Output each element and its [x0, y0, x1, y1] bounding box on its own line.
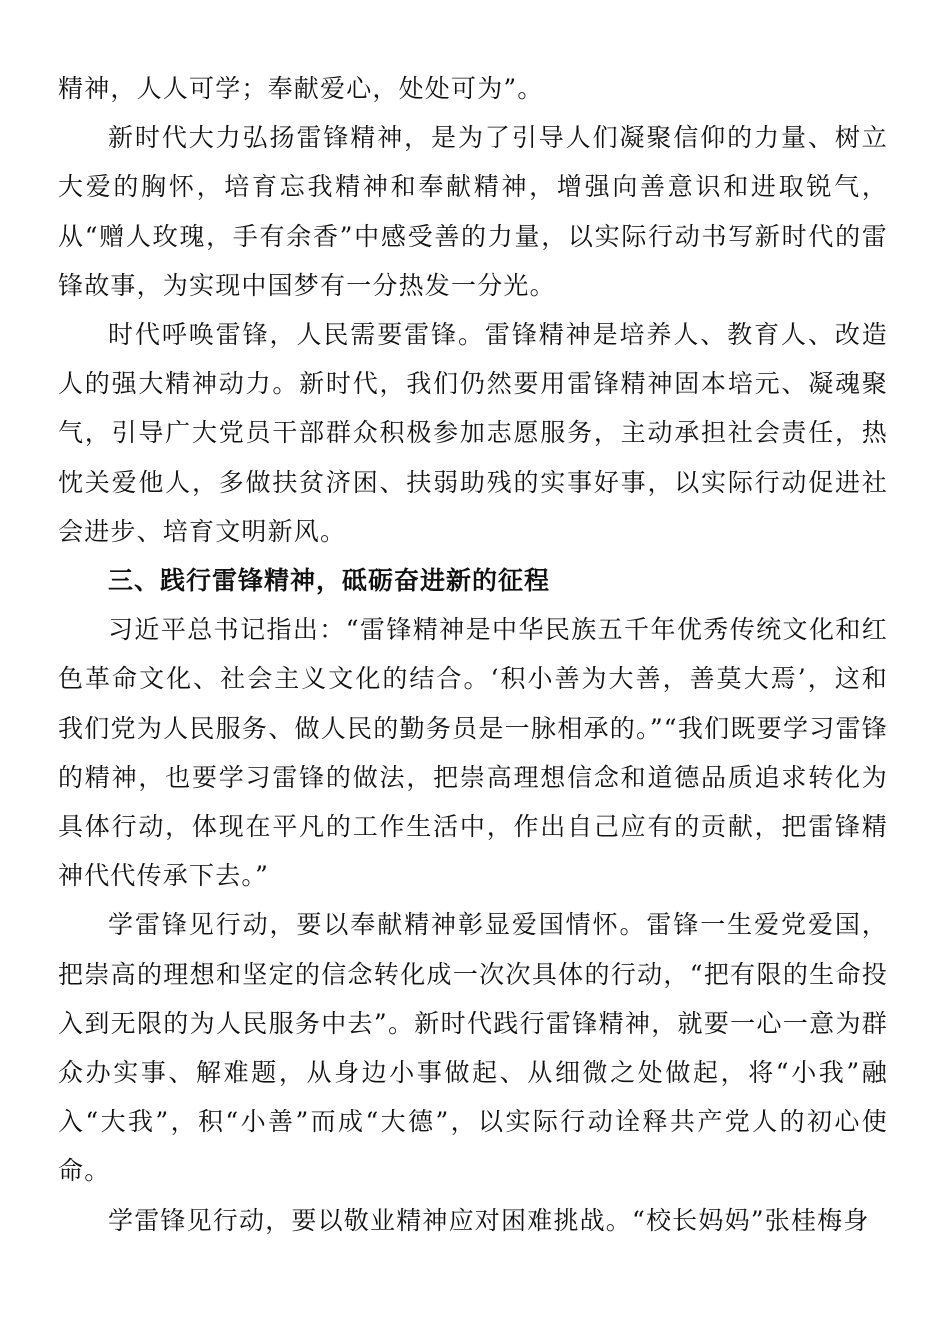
- paragraph-continuation: 精神，人人可学；奉献爱心，处处可为”。: [58, 74, 544, 103]
- paragraph: 学雷锋见行动，要以奉献精神彰显爱国情怀。雷锋一生爱党爱国，把崇高的理想和坚定的信念转化成一次次具体的行动，“把有限的生命投入到无限的为人民服务中去”。新时代践行雷锋精神，就要一心一意为群众办实事、解难题，从身边小事做起、从细微之处做起，将“小我”融入“大我”，积“小善”而成“大德”，以实际行动诠释共产党人的初心使命。: [58, 910, 888, 1186]
- paragraph: 学雷锋见行动，要以敬业精神应对困难挑战。“校长妈妈”张桂梅身: [108, 1205, 870, 1235]
- section-heading: 三、践行雷锋精神，砥砺奋进新的征程: [108, 566, 551, 596]
- paragraph: 习近平总书记指出：“雷锋精神是中华民族五千年优秀传统文化和红色革命文化、社会主义文化的结合。‘积小善为大善，善莫大焉’，这和我们党为人民服务、做人民的勤务员是一脉相承的。”“我们既要学习雷锋的精神，也要学习雷锋的做法，把崇高理想信念和道德品质追求转化为具体行动，体现在平凡的工作生活中，作出自己应有的贡献，把雷锋精神代代传承下去。”: [58, 615, 888, 891]
- paragraph: 新时代大力弘扬雷锋精神，是为了引导人们凝聚信仰的力量、树立大爱的胸怀，培育忘我精神和奉献精神，增强向善意识和进取锐气，从“赠人玫瑰，手有余香”中感受善的力量，以实际行动书写新时代的雷锋故事，为实现中国梦有一分热发一分光。: [58, 123, 888, 300]
- paragraph: 时代呼唤雷锋，人民需要雷锋。雷锋精神是培养人、教育人、改造人的强大精神动力。新时代，我们仍然要用雷锋精神固本培元、凝魂聚气，引导广大党员干部群众积极参加志愿服务，主动承担社会责任，热忱关爱他人，多做扶贫济困、扶弱助残的实事好事，以实际行动促进社会进步、培育文明新风。: [58, 320, 888, 546]
- document-page: [58, 64, 888, 1245]
